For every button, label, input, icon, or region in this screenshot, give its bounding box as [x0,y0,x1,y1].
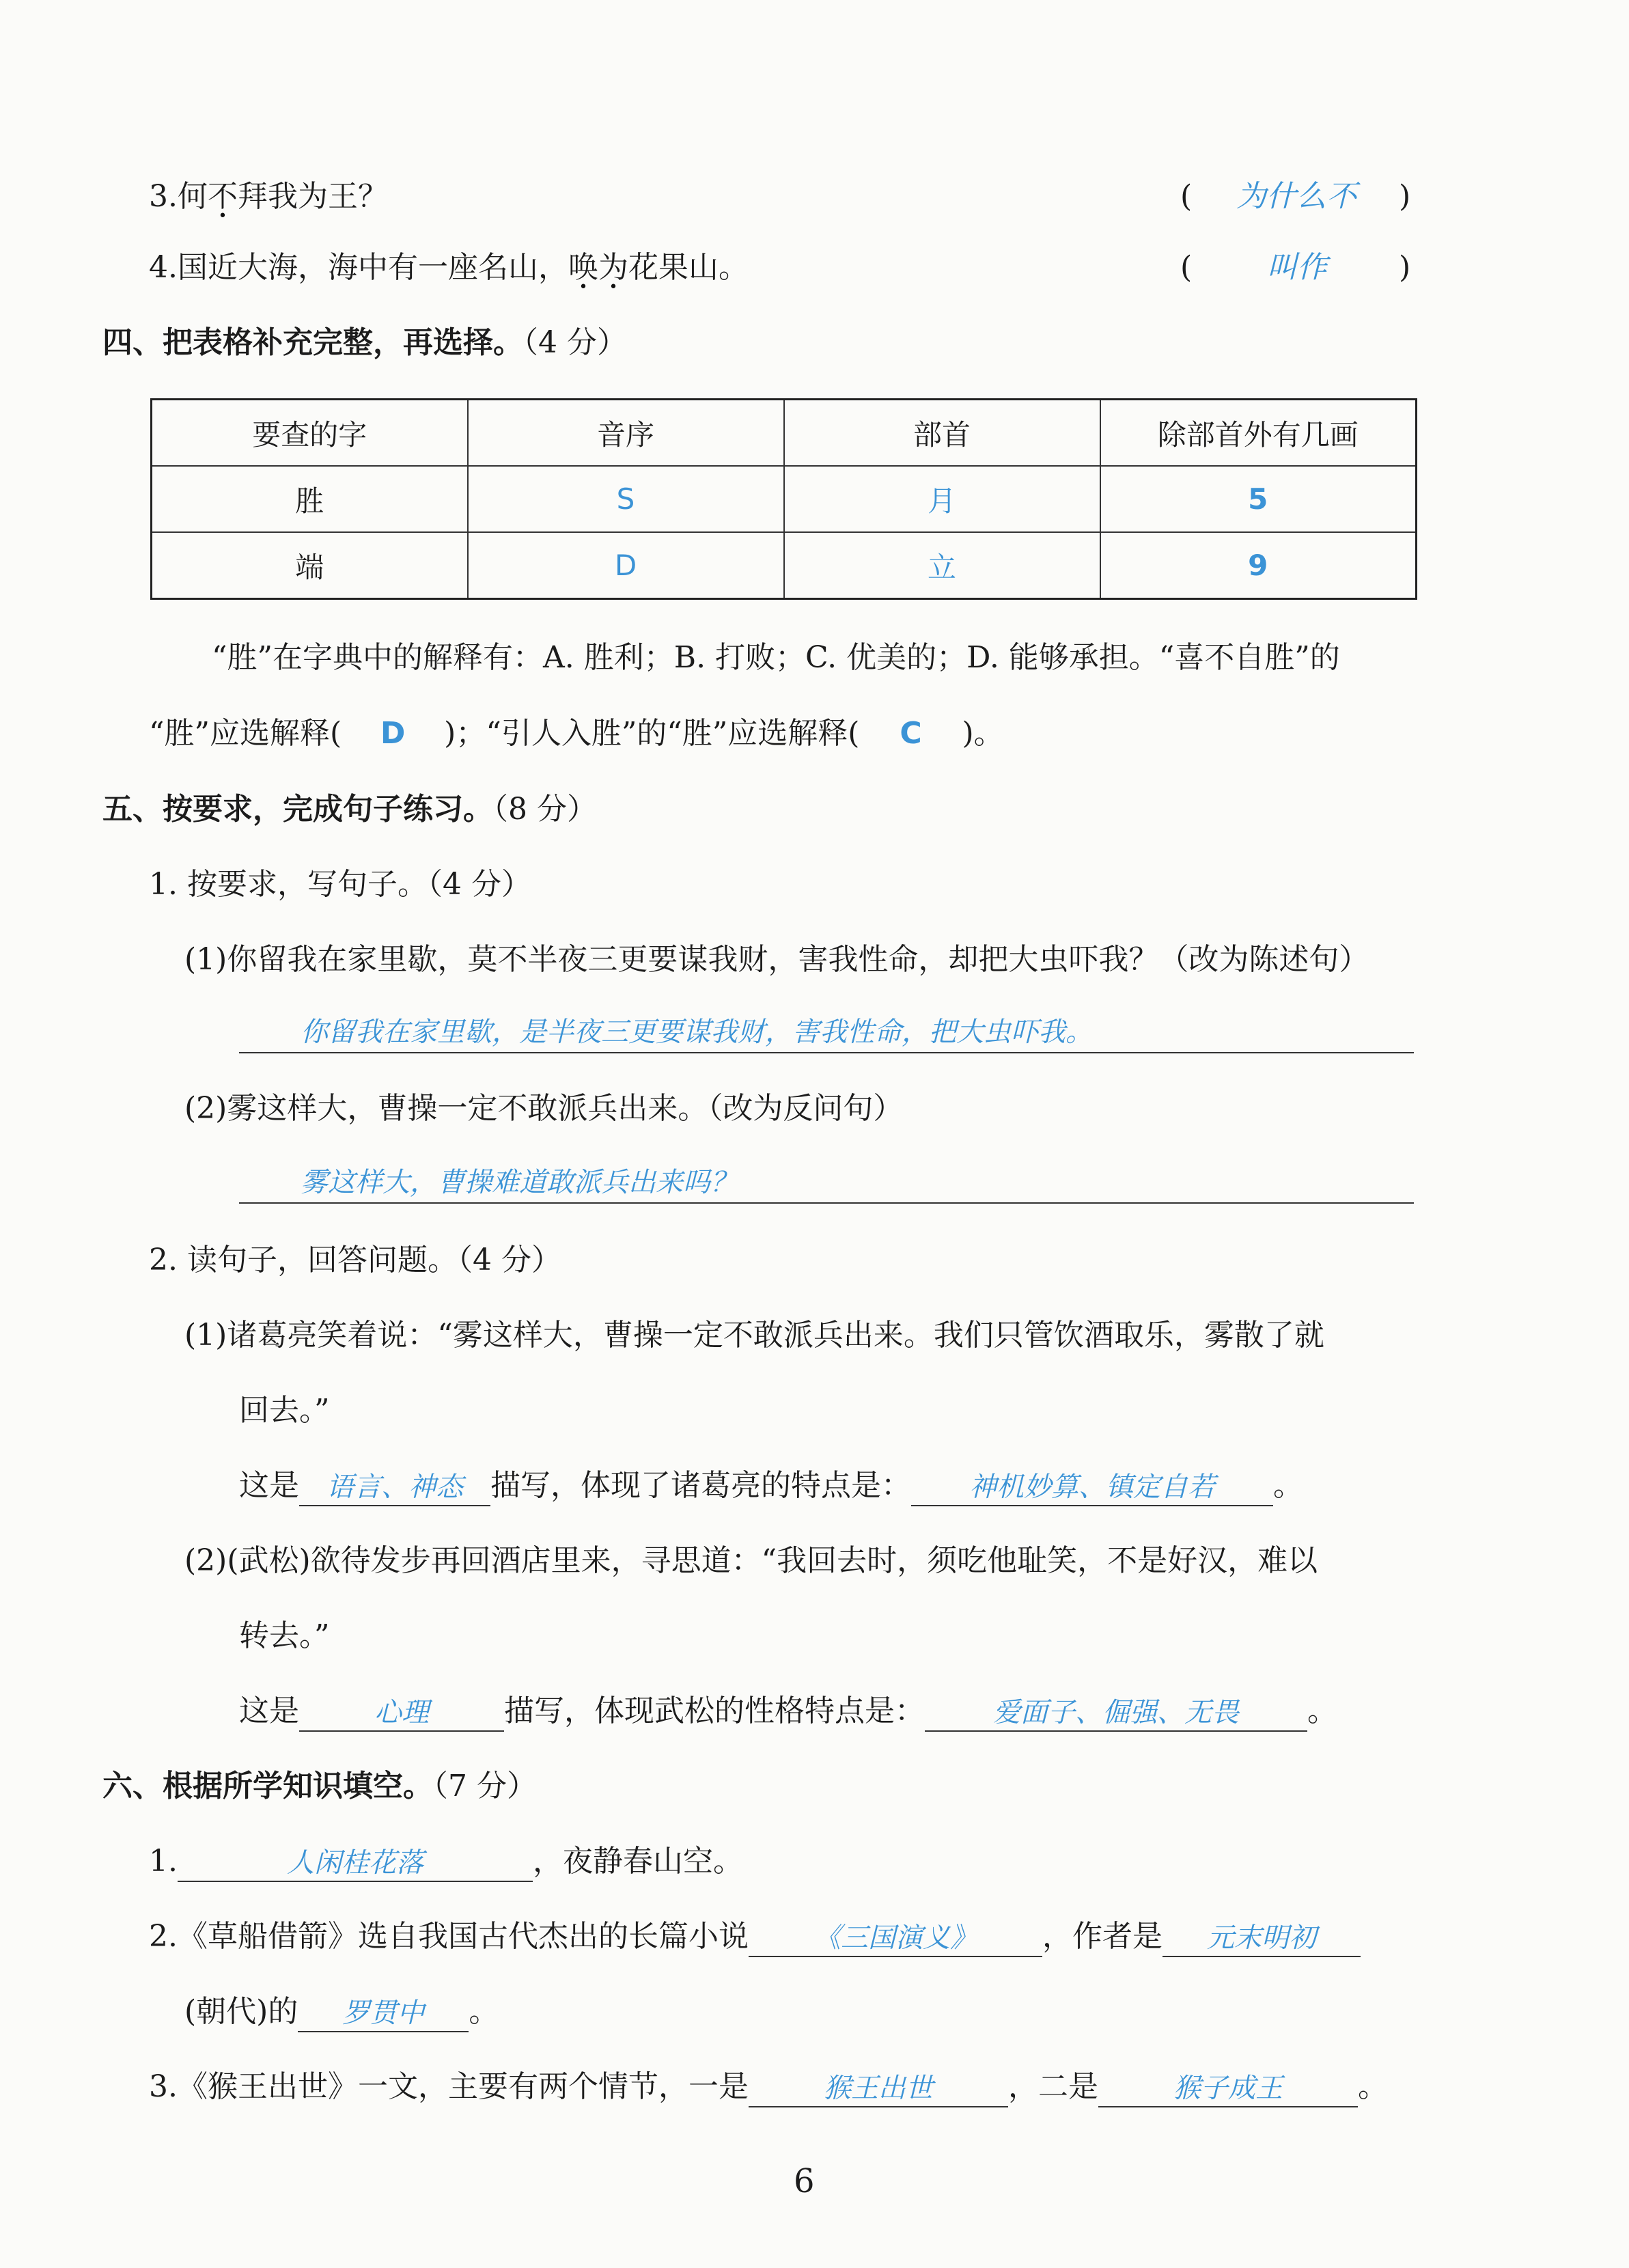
table-cell-char: 端 [152,532,468,599]
blank-answer: 猴王出世 [749,2071,1008,2107]
blank-answer: 神机妙算、镇定自若 [911,1469,1273,1506]
section5-s2-desc2: 这是 心理 描写，体现武松的性格特点是： 爱面子、倔强、无畏 。 [239,1691,1337,1732]
table-header-cell: 除部首外有几画 [1100,400,1417,467]
section5-s2q2b: 转去。” [239,1618,330,1653]
table-cell-yinxu: S [468,466,784,532]
blank-answer: 猴子成王 [1098,2071,1358,2107]
section5-s2q1a: (1)诸葛亮笑着说：“雾这样大，曹操一定不敢派兵出来。我们只管饮酒取乐，雾散了就 [184,1318,1324,1353]
q3-item-3-answer-paren: ( [1180,179,1193,214]
blank-answer: 心理 [299,1695,504,1732]
q3-item-4 [149,247,749,288]
section5-s2-desc1: 这是 语言、神态 描写，体现了诸葛亮的特点是： 神机妙算、镇定自若 。 [239,1465,1303,1506]
item-text: 国近大海，海中有一座名山， [177,250,568,285]
section4-para1: “胜”在字典中的解释有：A. 胜利；B. 打败；C. 优美的；D. 能够承担。“喜不自胜”的 [212,640,1340,675]
section5-s1q2: (2)雾这样大，曹操一定不敢派兵出来。（改为反问句） [184,1091,904,1126]
table-header-cell: 要查的字 [152,400,468,467]
table-cell-bushou: 立 [784,532,1100,599]
section6-q3: 3.《猴王出世》一文，主要有两个情节，一是 猴王出世 ，二是 猴子成王 。 [149,2066,1388,2107]
section4-para2: “胜”应选解释( D )；“引人入胜”的“胜”应选解释( C )。 [149,713,1004,754]
section6-q2-line2: (朝代)的 罗贯中 。 [184,1991,499,2032]
table-header-cell: 部首 [784,400,1100,467]
q3-item-4-answer-paren-close: ) [1399,250,1411,285]
q3-item-3-answer-paren-close: ) [1399,179,1411,214]
section5-s1q1: (1)你留我在家里歇，莫不半夜三更要谋我财，害我性命，却把大虫吓我？（改为陈述句） [184,942,1369,977]
section5-sub2: 2. 读句子，回答问题。（4 分） [149,1243,561,1277]
item-text: 拜我为王？ [237,179,388,214]
section5-s2q2a: (2)(武松)欲待发步再回酒店里来，寻思道：“我回去时，须吃他耻笑，不是好汉，难以 [184,1543,1318,1578]
table-row [152,532,1417,599]
section5-title: 五、按要求，完成句子练习。（8 分） [102,792,597,827]
table-cell-strokes: 9 [1100,532,1417,599]
q3-item-3-answer: 为什么不 [1236,179,1356,214]
table-cell-strokes: 5 [1100,466,1417,532]
item-text: 花果山。 [628,250,749,285]
table-cell-bushou: 月 [784,466,1100,532]
section6-q2: 2.《草船借箭》选自我国古代杰出的长篇小说 《三国演义》 ，作者是 元末明初 [149,1916,1361,1957]
answer-text: 你留我在家里歇，是半夜三更要谋我财，害我性命，把大虫吓我。 [301,1017,1093,1048]
q3-item-3 [149,176,388,217]
answer-line-s1a2 [239,1161,1414,1204]
blank-answer: 爱面子、倔强、无畏 [925,1695,1307,1732]
table-row [152,466,1417,532]
q3-item-4-answer-paren: ( [1180,250,1193,285]
answer-line-s1a1 [239,1011,1414,1053]
blank-answer: 《三国演义》 [749,1920,1042,1957]
blank-answer: 元末明初 [1162,1920,1361,1957]
blank-answer: 罗贯中 [298,1995,469,2032]
table-header-row [152,400,1417,467]
table-cell-char: 胜 [152,466,468,532]
item-text: 何 [177,179,208,214]
section6-q1: 1. 人闲桂花落 ，夜静春山空。 [149,1841,743,1882]
item-number: 3. [149,179,178,214]
blank-answer: 语言、神态 [299,1469,490,1506]
item-number: 4. [149,250,178,285]
section5-s2q1b: 回去。” [239,1393,330,1428]
dotted-char: 唤 [568,250,598,285]
dictionary-table [150,398,1417,600]
section6-title: 六、根据所学知识填空。（7 分） [102,1769,537,1803]
table-cell-yinxu: D [468,532,784,599]
page-number: 6 [794,2162,815,2200]
section4-title: 四、把表格补充完整，再选择。（4 分） [102,325,627,360]
choice-answer-1: D [380,716,406,751]
dotted-char: 不 [207,179,238,214]
dotted-char: 为 [598,250,628,285]
answer-text: 雾这样大，曹操难道敢派兵出来吗？ [301,1167,738,1198]
blank-answer: 人闲桂花落 [178,1845,533,1882]
table-header-cell: 音序 [468,400,784,467]
section5-sub1: 1. 按要求，写句子。（4 分） [149,867,531,902]
q3-item-4-answer: 叫作 [1267,250,1327,285]
choice-answer-2: C [900,716,922,751]
